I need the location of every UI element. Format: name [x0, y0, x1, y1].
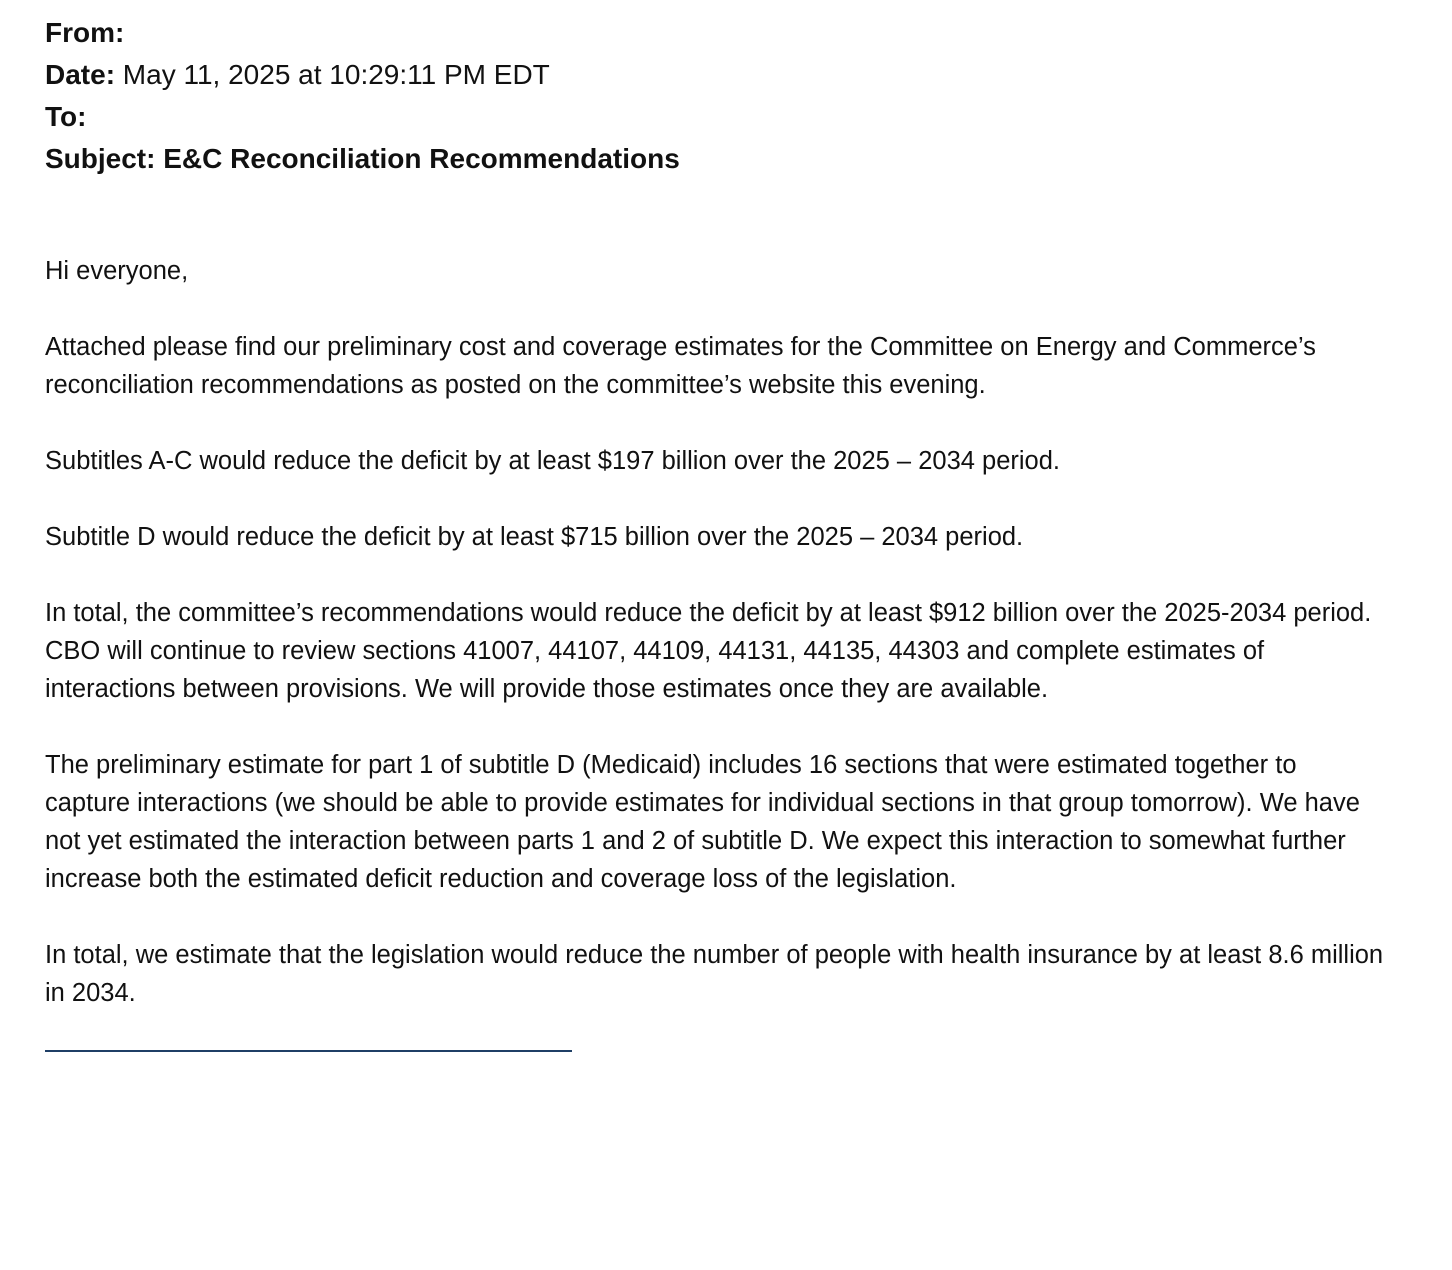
from-line — [45, 12, 1385, 54]
date-line — [45, 54, 1385, 96]
body-paragraph-attached: Attached please find our preliminary cost and coverage estimates for the Committee on Energy and Commerce’s reconciliation recommendations as posted on the committee’s website this evening. — [45, 333, 1316, 399]
body-paragraph-subtitles-a-c: Subtitles A-C would reduce the deficit by at least $197 billion over the 2025 – 2034 period. — [45, 447, 1060, 475]
signature-divider — [45, 1050, 572, 1052]
greeting: Hi everyone, — [45, 257, 189, 285]
body-paragraph-subtitle-d: Subtitle D would reduce the deficit by at least $715 billion over the 2025 – 2034 period. — [45, 523, 1024, 551]
email-message — [45, 12, 1385, 1052]
date-label: Date: — [45, 59, 116, 90]
to-label: To: — [45, 101, 87, 132]
date-value: May 11, 2025 at 10:29:11 PM EDT — [122, 59, 550, 90]
subject-value: E&C Reconciliation Recommendations — [163, 143, 680, 174]
email-body — [45, 252, 1385, 1052]
from-label: From: — [45, 17, 125, 48]
body-paragraph-total-deficit: In total, the committee’s recommendations would reduce the deficit by at least $912 billion over the 2025-2034 period. CBO will continue to review sections 41007, 44107, 44109, 44131, 44135, 44303 and complete estimates of interactions between provisions. We will provide those estimates once they are available. — [45, 599, 1372, 703]
subject-line — [45, 138, 1385, 180]
subject-label: Subject: — [45, 143, 156, 174]
to-line — [45, 96, 1385, 138]
body-paragraph-medicaid-estimate: The preliminary estimate for part 1 of subtitle D (Medicaid) includes 16 sections that were estimated together to capture interactions (we should be able to provide estimates for individual sections in that group tomorrow). We have not yet estimated the interaction between parts 1 and 2 of subtitle D. We expect this interaction to somewhat further increase both the estimated deficit reduction and coverage loss of the legislation. — [45, 751, 1360, 893]
body-paragraph-coverage-loss: In total, we estimate that the legislation would reduce the number of people with health insurance by at least 8.6 million in 2034. — [45, 941, 1384, 1007]
email-headers — [45, 12, 1385, 180]
